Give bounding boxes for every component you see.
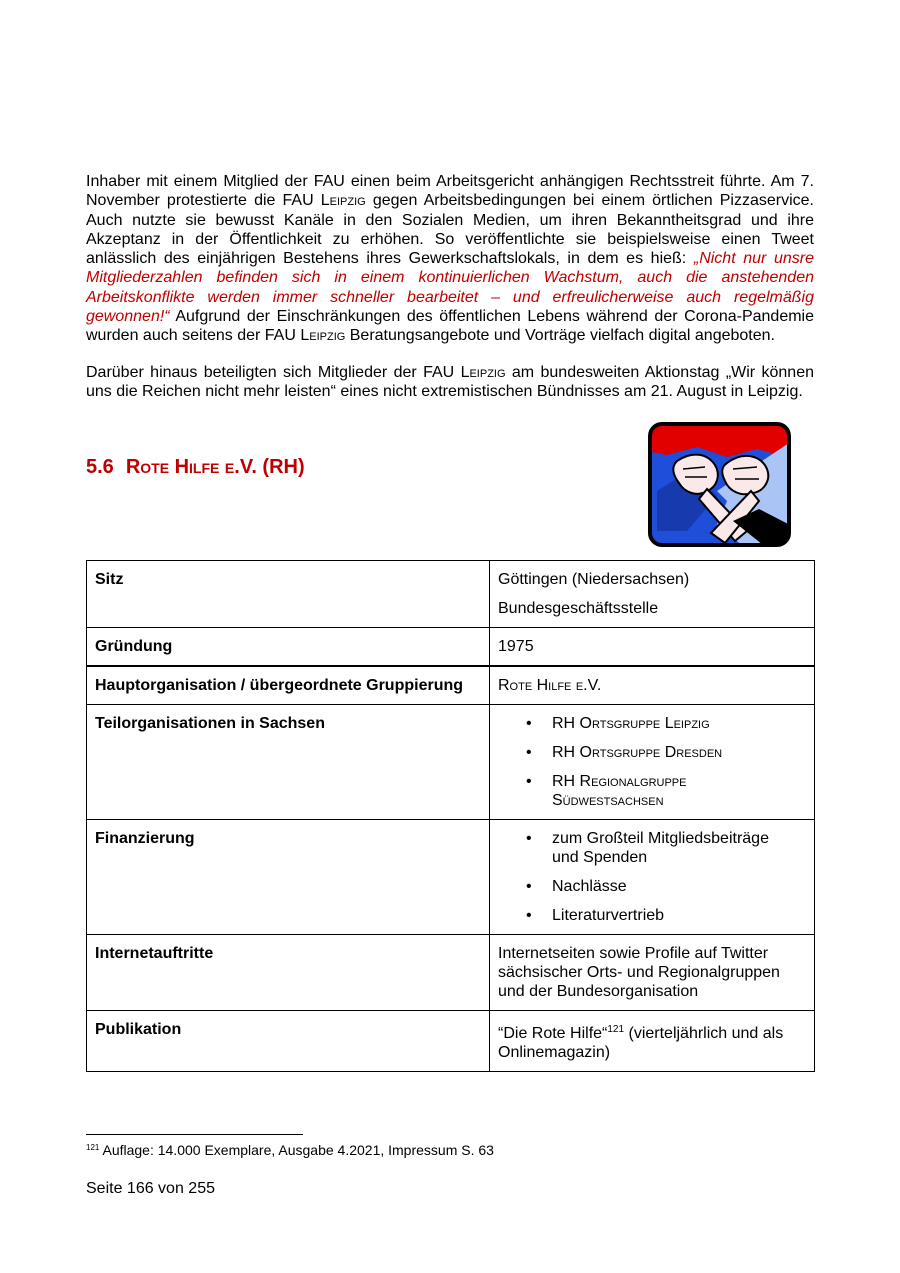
value-internetauftritte: Internetseiten sowie Profile auf Twitter sächsischer Orts- und Regionalgruppen und der Bundesorganisation — [490, 935, 815, 1011]
label-hauptorganisation: Hauptorganisation / übergeordnete Gruppierung — [87, 666, 490, 705]
label-sitz: Sitz — [87, 561, 490, 628]
list-item: • RH Regionalgruppe Südwestsachsen — [552, 772, 806, 810]
body-paragraph-2: Darüber hinaus beteiligten sich Mitglieder der FAU Leipzig am bundesweiten Aktionstag „Wir können uns die Reichen nicht mehr leisten“ eines nicht extremistischen Bündnisses am 21. August in Leipzig. — [86, 364, 814, 401]
value-sitz: Göttingen (Niedersachsen) Bundesgeschäftsstelle — [490, 561, 815, 628]
label-publikation: Publikation — [87, 1011, 490, 1072]
label-internetauftritte: Internetauftritte — [87, 935, 490, 1011]
list-item: • RH Ortsgruppe Leipzig — [552, 714, 806, 733]
list-item: • Nachlässe — [552, 877, 806, 896]
footnote-reference: 121 — [607, 1024, 625, 1035]
table-row — [87, 820, 815, 935]
value-hauptorganisation: Rote Hilfe e.V. — [490, 666, 815, 705]
label-finanzierung: Finanzierung — [87, 820, 490, 935]
table-row — [87, 666, 815, 705]
finanzierung-list — [498, 829, 806, 925]
teilorganisationen-list — [498, 714, 806, 810]
footnote — [86, 1142, 494, 1158]
section-title: Rote Hilfe e.V. (RH) — [125, 456, 305, 478]
table-row — [87, 705, 815, 820]
table-row — [87, 935, 815, 1011]
table-row — [87, 1011, 815, 1072]
organization-info-table — [86, 560, 815, 1072]
list-item: • RH Ortsgruppe Dresden — [552, 743, 806, 762]
table-row — [87, 628, 815, 667]
section-number: 5.6 — [86, 456, 114, 478]
tweet-quote: „Nicht nur unsre Mitgliederzahlen befinden sich in einem kontinuierlichen Wachstum, auch die anstehenden Arbeitskonflikte werden immer schneller bearbeitet – und erfreulicherweise auch regelmäßig gewonnen!“ — [86, 250, 814, 326]
label-gruendung: Gründung — [87, 628, 490, 667]
list-item: • zum Großteil Mitgliedsbeiträge und Spenden — [552, 829, 806, 867]
rote-hilfe-fists-icon — [647, 421, 792, 548]
page-number: Seite 166 von 255 — [86, 1180, 215, 1197]
section-heading — [86, 456, 305, 479]
body-paragraph-1: Inhaber mit einem Mitglied der FAU einen beim Arbeitsgericht anhängigen Rechtsstreit führte. Am 7. November protestierte die FAU Leipzig gegen Arbeitsbedingungen bei einem örtlichen Pizzaservice. Auch nutzte sie bewusst Kanäle in den Sozialen Medien, um ihren Bekanntheitsgrad und ihre Akzeptanz in der Öffentlichkeit zu erhöhen. So veröffentlichte sie beispielsweise einen Tweet anlässlich des einjährigen Bestehens ihres Gewerkschaftslokals, in dem es hieß: „Nicht nur unsre Mitgliederzahlen befinden sich in einem kontinuierlichen Wachstum, auch die anstehenden Arbeitskonflikte werden immer schneller bearbeitet – und erfreulicherweise auch regelmäßig gewonnen!“ Aufgrund der Einschränkungen des öffentlichen Lebens während der Corona-Pandemie wurden auch seitens der FAU Leipzig Beratungsangebote und Vorträge vielfach digital angeboten. — [86, 173, 815, 345]
label-teilorganisationen: Teilorganisationen in Sachsen — [87, 705, 490, 820]
footnote-number: 121 — [86, 1143, 100, 1152]
value-publikation: “Die Rote Hilfe“$^{121}$ (vierteljährlich und als Onlinemagazin) — [490, 1011, 815, 1072]
footnote-divider — [86, 1134, 303, 1135]
list-item: • Literaturvertrieb — [552, 906, 806, 925]
table-row — [87, 561, 815, 628]
value-finanzierung — [490, 820, 815, 935]
value-teilorganisationen — [490, 705, 815, 820]
value-gruendung: 1975 — [490, 628, 815, 667]
footnote-text: Auflage: 14.000 Exemplare, Ausgabe 4.2021, Impressum S. 63 — [99, 1142, 494, 1158]
